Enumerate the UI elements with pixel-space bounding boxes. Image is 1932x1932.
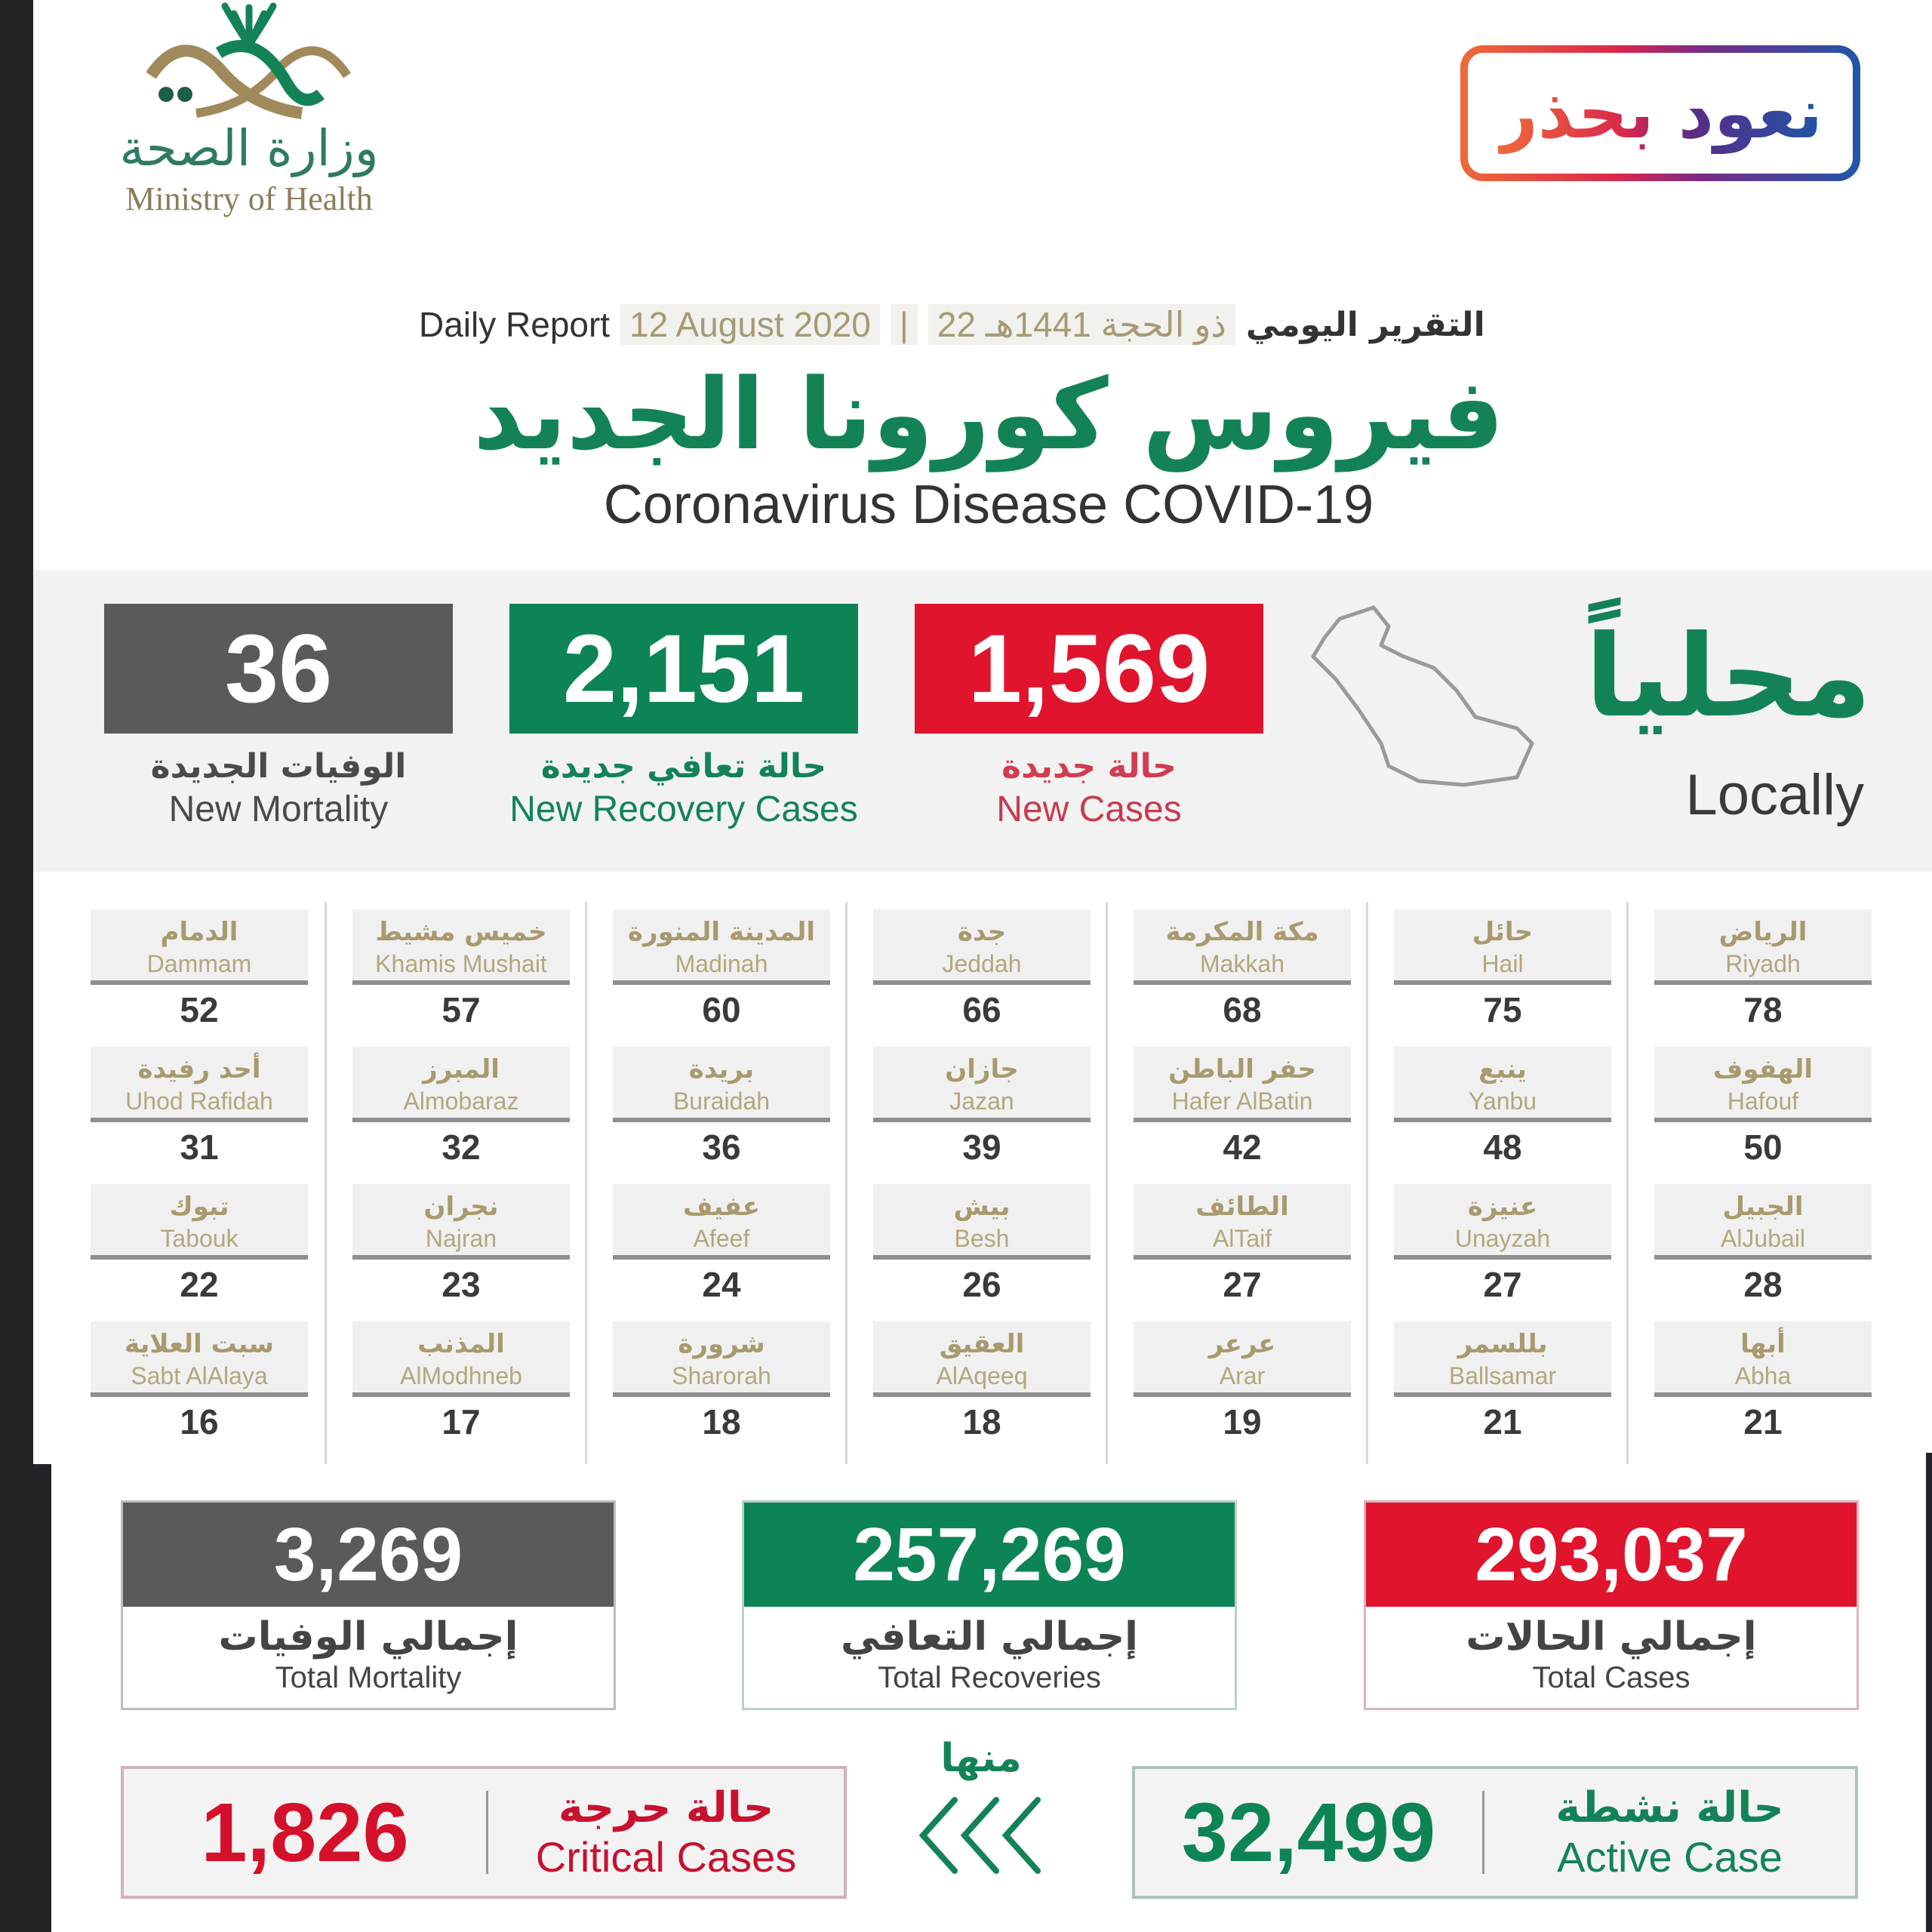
city-case-count: 21	[1743, 1402, 1783, 1441]
city-cell	[1394, 1047, 1611, 1184]
city-cell	[613, 1321, 830, 1459]
city-name-arabic: عفيف	[682, 1192, 761, 1222]
city-name-arabic: حفر الباطن	[1168, 1054, 1316, 1084]
city-case-count: 42	[1223, 1128, 1262, 1167]
new-recovery-value: 2,151	[509, 604, 858, 734]
city-name-arabic: نجران	[423, 1192, 499, 1222]
city-case-count: 60	[702, 990, 741, 1029]
city-name-box	[873, 1184, 1091, 1260]
daily-report-label: Daily Report	[419, 305, 611, 344]
city-name-english: Madinah	[675, 950, 768, 977]
city-cell	[1134, 1047, 1351, 1184]
city-name-arabic: عرعر	[1208, 1329, 1276, 1359]
city-case-count: 18	[962, 1402, 1001, 1441]
city-case-count: 75	[1483, 990, 1522, 1029]
ministry-name-arabic: وزارة الصحة	[119, 119, 379, 177]
city-cell	[1654, 1321, 1872, 1459]
city-name-arabic: المبرز	[423, 1054, 500, 1084]
city-name-arabic: الهفوف	[1712, 1054, 1814, 1084]
new-recovery-label-arabic: حالة تعافي جديدة	[540, 747, 827, 786]
city-case-count: 31	[180, 1128, 219, 1167]
city-name-arabic: الطائف	[1195, 1192, 1289, 1222]
saudi-arabia-map-icon	[1306, 596, 1540, 792]
city-name-english: Sharorah	[672, 1362, 771, 1389]
city-case-count: 57	[441, 990, 481, 1029]
city-name-arabic: حائل	[1472, 917, 1534, 947]
city-case-count: 23	[441, 1265, 481, 1304]
total-mortality-label-arabic: إجمالي الوفيات	[218, 1614, 518, 1660]
city-name-arabic: المدينة المنورة	[627, 917, 815, 947]
report-date-line	[419, 300, 1551, 349]
city-name-box	[1654, 1184, 1872, 1260]
city-cell	[352, 1321, 570, 1459]
campaign-logo	[1460, 45, 1860, 181]
city-name-english: AlAqeeq	[936, 1362, 1028, 1389]
critical-cases-label-arabic: حالة حرجة	[558, 1783, 774, 1832]
critical-cases-label	[488, 1783, 844, 1881]
city-cell	[613, 909, 830, 1047]
city-case-count: 22	[180, 1265, 219, 1304]
city-name-box	[352, 1321, 570, 1397]
city-name-arabic: ينبع	[1478, 1054, 1527, 1084]
city-cell	[91, 1321, 308, 1459]
active-cases-value: 32,499	[1181, 1786, 1436, 1879]
city-name-english: Hafer AlBatin	[1171, 1088, 1313, 1115]
city-name-box	[873, 1047, 1091, 1122]
city-cell	[352, 1047, 570, 1184]
city-name-arabic: جازان	[945, 1054, 1019, 1084]
triple-chevron-left-icon	[917, 1796, 1049, 1875]
city-cell	[1654, 1184, 1872, 1321]
city-name-box	[352, 1047, 570, 1122]
city-case-count: 39	[962, 1128, 1001, 1167]
locally-label-english: Locally	[1685, 763, 1864, 827]
city-name-english: Tabouk	[160, 1225, 238, 1252]
total-recoveries-value: 257,269	[744, 1503, 1235, 1607]
city-case-count: 32	[441, 1128, 481, 1167]
city-name-english: Makkah	[1199, 950, 1285, 977]
city-name-english: Hail	[1481, 950, 1524, 977]
city-name-box	[1654, 1047, 1872, 1122]
city-cell	[352, 1184, 570, 1321]
total-mortality-label-english: Total Mortality	[275, 1661, 462, 1694]
city-name-box	[1394, 1184, 1611, 1260]
city-name-box	[91, 1047, 308, 1122]
of-which-label: منها	[940, 1736, 1022, 1781]
city-case-count: 78	[1743, 990, 1783, 1029]
city-case-count: 26	[962, 1265, 1001, 1304]
ministry-name-english: Ministry of Health	[125, 180, 373, 217]
city-cell	[1134, 909, 1351, 1047]
city-name-english: Uhod Rafidah	[125, 1088, 273, 1115]
city-name-arabic: سبت العلاية	[125, 1329, 274, 1359]
city-cell	[1394, 1321, 1611, 1459]
city-name-english: Yanbu	[1468, 1088, 1537, 1115]
column-divider	[1626, 902, 1629, 1464]
city-cell	[1134, 1321, 1351, 1459]
city-name-english: Buraidah	[672, 1088, 771, 1115]
total-recoveries-label-english: Total Recoveries	[878, 1661, 1101, 1694]
city-name-box	[1654, 1321, 1872, 1397]
city-case-count: 27	[1483, 1265, 1522, 1304]
active-cases-card	[1132, 1766, 1858, 1899]
new-cases-stat	[915, 604, 1263, 830]
new-recovery-stat	[509, 604, 858, 830]
city-case-count: 17	[441, 1402, 481, 1441]
city-name-arabic: العقيق	[939, 1329, 1025, 1359]
city-name-box	[1134, 1047, 1351, 1122]
city-name-arabic: جدة	[957, 917, 1007, 947]
city-name-english: AlTaif	[1212, 1225, 1272, 1252]
date-separator: |	[891, 304, 918, 345]
city-name-box	[1134, 909, 1351, 985]
campaign-text: نعود بحذر	[1497, 72, 1823, 154]
city-name-box	[873, 909, 1091, 985]
city-name-arabic: بيش	[953, 1192, 1011, 1222]
total-mortality-card	[121, 1500, 616, 1710]
column-divider	[845, 902, 848, 1464]
city-name-english: Jazan	[949, 1088, 1014, 1115]
city-name-english: Arar	[1219, 1362, 1266, 1389]
active-cases-label-english: Active Case	[1557, 1833, 1783, 1881]
city-name-box	[91, 1321, 308, 1397]
city-name-arabic: أحد رفيدة	[137, 1054, 261, 1084]
city-case-count: 52	[180, 990, 219, 1029]
critical-cases-label-english: Critical Cases	[535, 1833, 797, 1881]
city-name-english: Khamis Mushait	[375, 950, 547, 977]
city-name-box	[873, 1321, 1091, 1397]
city-name-english: Hafouf	[1727, 1088, 1799, 1115]
palm-and-swords-logo-icon	[136, 0, 362, 128]
city-name-box	[613, 1321, 830, 1397]
city-case-count: 36	[702, 1128, 741, 1167]
total-cases-value: 293,037	[1366, 1503, 1857, 1607]
new-cases-value: 1,569	[915, 604, 1263, 734]
city-name-arabic: تبوك	[169, 1192, 229, 1222]
screen-border-right-lower	[1926, 1453, 1932, 1932]
city-name-box	[1394, 909, 1611, 985]
city-name-arabic: خميس مشيط	[375, 917, 547, 947]
city-name-english: Ballsamar	[1448, 1362, 1557, 1389]
city-cell	[1134, 1184, 1351, 1321]
hijri-date: 22 ذو الحجة 1441هـ	[928, 304, 1235, 345]
column-divider	[325, 902, 327, 1464]
city-name-english: Afeef	[693, 1225, 750, 1252]
city-name-arabic: مكة المكرمة	[1165, 917, 1319, 947]
total-mortality-value: 3,269	[123, 1503, 614, 1607]
city-name-english: Jeddah	[942, 950, 1022, 977]
ministry-of-health-logo	[91, 0, 408, 242]
city-name-arabic: الرياض	[1718, 917, 1807, 947]
city-name-box	[1654, 909, 1872, 985]
new-mortality-value: 36	[104, 604, 453, 734]
page-title-english: Coronavirus Disease COVID-19	[603, 475, 1374, 535]
city-cell	[873, 1047, 1091, 1184]
city-cell	[91, 1184, 308, 1321]
critical-cases-value: 1,826	[201, 1786, 409, 1879]
city-name-english: Dammam	[146, 950, 252, 977]
city-cell	[352, 909, 570, 1047]
locally-label-arabic: محلياً	[1585, 611, 1872, 743]
city-name-arabic: شرورة	[678, 1329, 765, 1359]
column-divider	[585, 902, 587, 1464]
new-mortality-stat	[104, 604, 453, 830]
city-cell	[1394, 909, 1611, 1047]
city-name-arabic: المذنب	[417, 1329, 505, 1359]
total-recoveries-card	[742, 1500, 1237, 1710]
city-cell	[613, 1184, 830, 1321]
city-name-box	[613, 1184, 830, 1260]
city-case-count: 24	[702, 1265, 741, 1304]
new-cases-label-arabic: حالة جديدة	[1001, 747, 1177, 786]
city-case-count: 66	[962, 990, 1001, 1029]
city-name-arabic: الجبيل	[1722, 1192, 1804, 1222]
new-recovery-label-english: New Recovery Cases	[509, 789, 858, 829]
city-cell	[1654, 1047, 1872, 1184]
critical-cases-card	[121, 1766, 847, 1899]
city-name-box	[91, 1184, 308, 1260]
city-name-english: Riyadh	[1725, 950, 1801, 977]
city-name-english: AlModhneb	[400, 1362, 522, 1389]
city-case-count: 19	[1223, 1402, 1262, 1441]
city-name-box	[1134, 1321, 1351, 1397]
column-divider	[1366, 902, 1368, 1464]
city-case-count: 50	[1743, 1128, 1783, 1167]
city-name-box	[1134, 1184, 1351, 1260]
city-case-count: 27	[1223, 1265, 1262, 1304]
city-cases-grid	[75, 902, 1887, 1464]
city-cell	[873, 1321, 1091, 1459]
total-cases-label-arabic: إجمالي الحالات	[1466, 1614, 1757, 1660]
screen-border-left-lower	[0, 1464, 51, 1932]
city-cell	[1654, 909, 1872, 1047]
total-cases-label-english: Total Cases	[1532, 1661, 1690, 1694]
city-name-english: AlJubail	[1720, 1225, 1806, 1252]
city-case-count: 68	[1223, 990, 1262, 1029]
city-cell	[91, 909, 308, 1047]
city-cell	[873, 1184, 1091, 1321]
screen-border-left	[0, 0, 33, 1464]
city-case-count: 18	[702, 1402, 741, 1441]
city-name-box	[613, 909, 830, 985]
city-name-box	[352, 1184, 570, 1260]
city-name-arabic: عنيزة	[1467, 1192, 1538, 1222]
total-recoveries-label-arabic: إجمالي التعافي	[840, 1614, 1139, 1660]
city-case-count: 48	[1483, 1128, 1522, 1167]
gregorian-date: 12 August 2020	[620, 304, 880, 345]
new-cases-label-english: New Cases	[996, 789, 1182, 829]
city-name-box	[91, 909, 308, 985]
city-cell	[873, 909, 1091, 1047]
city-case-count: 28	[1743, 1265, 1783, 1304]
page-title-arabic: فيروس كورونا الجديد	[472, 357, 1505, 472]
daily-report-label-arabic: التقرير اليومي	[1245, 305, 1485, 344]
city-name-box	[613, 1047, 830, 1122]
city-name-english: Unayzah	[1454, 1225, 1551, 1252]
city-name-english: Besh	[954, 1225, 1010, 1252]
city-name-arabic: بريدة	[688, 1054, 755, 1084]
city-name-arabic: أبها	[1740, 1329, 1786, 1359]
city-name-english: Sabt AlAlaya	[131, 1362, 268, 1389]
city-cell	[613, 1047, 830, 1184]
new-mortality-label-arabic: الوفيات الجديدة	[150, 747, 407, 786]
city-cell	[91, 1047, 308, 1184]
city-name-box	[352, 909, 570, 985]
active-cases-label-arabic: حالة نشطة	[1555, 1783, 1784, 1832]
column-divider	[1106, 902, 1108, 1464]
city-name-english: Najran	[425, 1225, 497, 1252]
active-cases-label	[1484, 1783, 1855, 1881]
city-name-box	[1394, 1047, 1611, 1122]
new-mortality-label-english: New Mortality	[168, 789, 389, 829]
city-case-count: 21	[1483, 1402, 1522, 1441]
city-name-box	[1394, 1321, 1611, 1397]
city-name-english: Abha	[1734, 1362, 1792, 1389]
city-name-arabic: بللسمر	[1457, 1329, 1548, 1359]
city-cell	[1394, 1184, 1611, 1321]
city-name-english: Almobaraz	[403, 1088, 519, 1115]
city-name-arabic: الدمام	[160, 917, 238, 947]
city-case-count: 16	[180, 1402, 219, 1441]
total-cases-card	[1364, 1500, 1859, 1710]
